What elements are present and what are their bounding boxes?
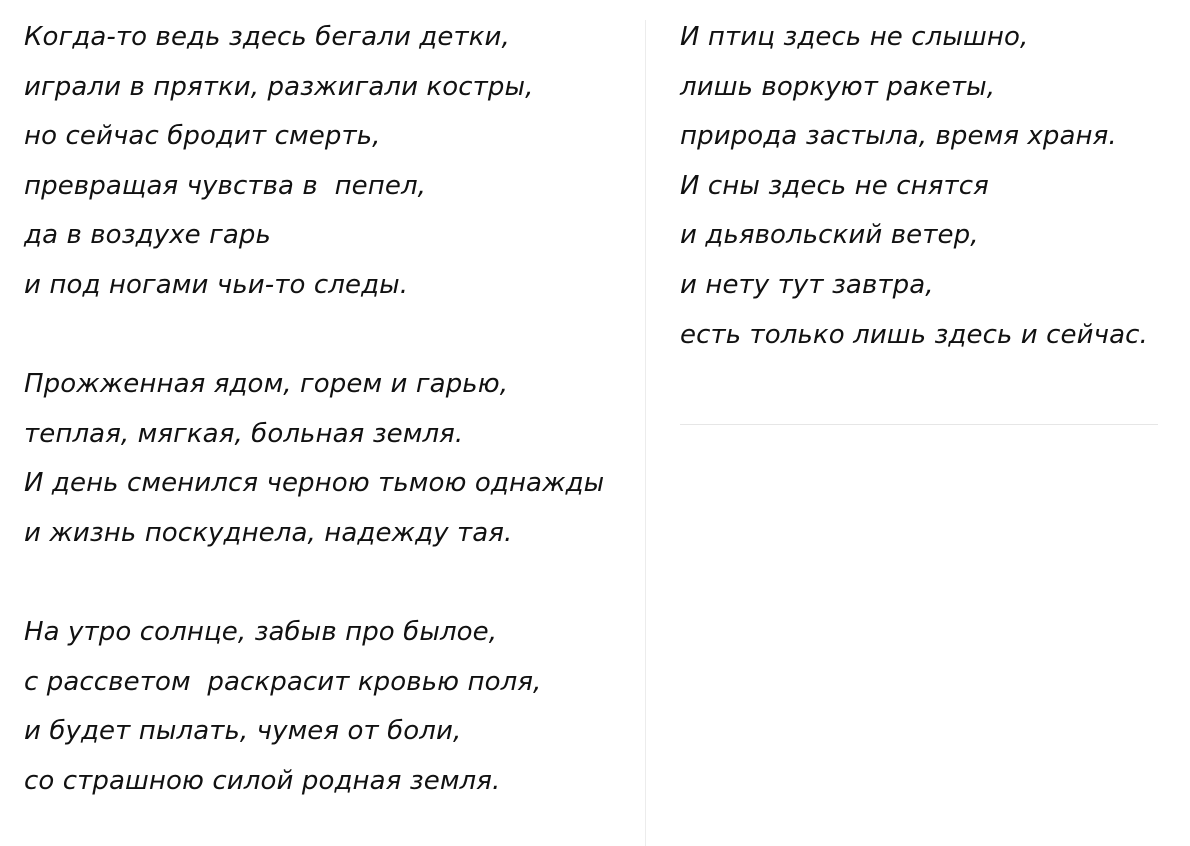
stanza-gap <box>24 559 624 609</box>
poem-line: природа застыла, время храня. <box>680 121 1117 152</box>
poem-line: И день сменился черною тьмою однажды <box>24 468 605 499</box>
poem-line: но сейчас бродит смерть, <box>24 121 381 152</box>
poem-line: и жизнь поскуднела, надежду тая. <box>24 517 513 548</box>
poem-line: теплая, мягкая, больная земля. <box>24 418 464 449</box>
poem-line: с рассветом раскрасит кровью поля, <box>24 666 542 697</box>
poem-line: превращая чувства в пепел, <box>24 170 427 201</box>
poem-line: да в воздухе гарь <box>24 220 271 251</box>
poem-line: играли в прятки, разжигали костры, <box>24 71 534 102</box>
poem-line: и под ногами чьи-то следы. <box>24 269 409 300</box>
horizontal-divider <box>680 424 1158 425</box>
poem-line: Когда-то ведь здесь бегали детки, <box>24 22 510 52</box>
poem-line: лишь воркуют ракеты, <box>680 71 996 102</box>
poem-line: И сны здесь не снятся <box>680 170 989 201</box>
stanza-3 <box>24 608 624 806</box>
poem-right-column <box>680 13 1160 360</box>
poem-line: На утро солнце, забыв про былое, <box>24 617 498 648</box>
poem-line: есть только лишь здесь и сейчас. <box>680 319 1148 350</box>
poem-left-column <box>24 13 624 807</box>
column-divider <box>645 20 646 846</box>
poem-line: и дьявольский ветер, <box>680 220 979 251</box>
poem-line: со страшною силой родная земля. <box>24 765 501 796</box>
stanza-2 <box>24 360 624 558</box>
poem-line: И птиц здесь не слышно, <box>680 22 1029 52</box>
poem-line: Прожженная ядом, горем и гарью, <box>24 369 509 400</box>
stanza-gap <box>24 311 624 361</box>
stanza-1 <box>24 13 624 311</box>
stanza-4 <box>680 13 1160 360</box>
poem-line: и будет пылать, чумея от боли, <box>24 716 462 747</box>
poem-line: и нету тут завтра, <box>680 269 934 300</box>
